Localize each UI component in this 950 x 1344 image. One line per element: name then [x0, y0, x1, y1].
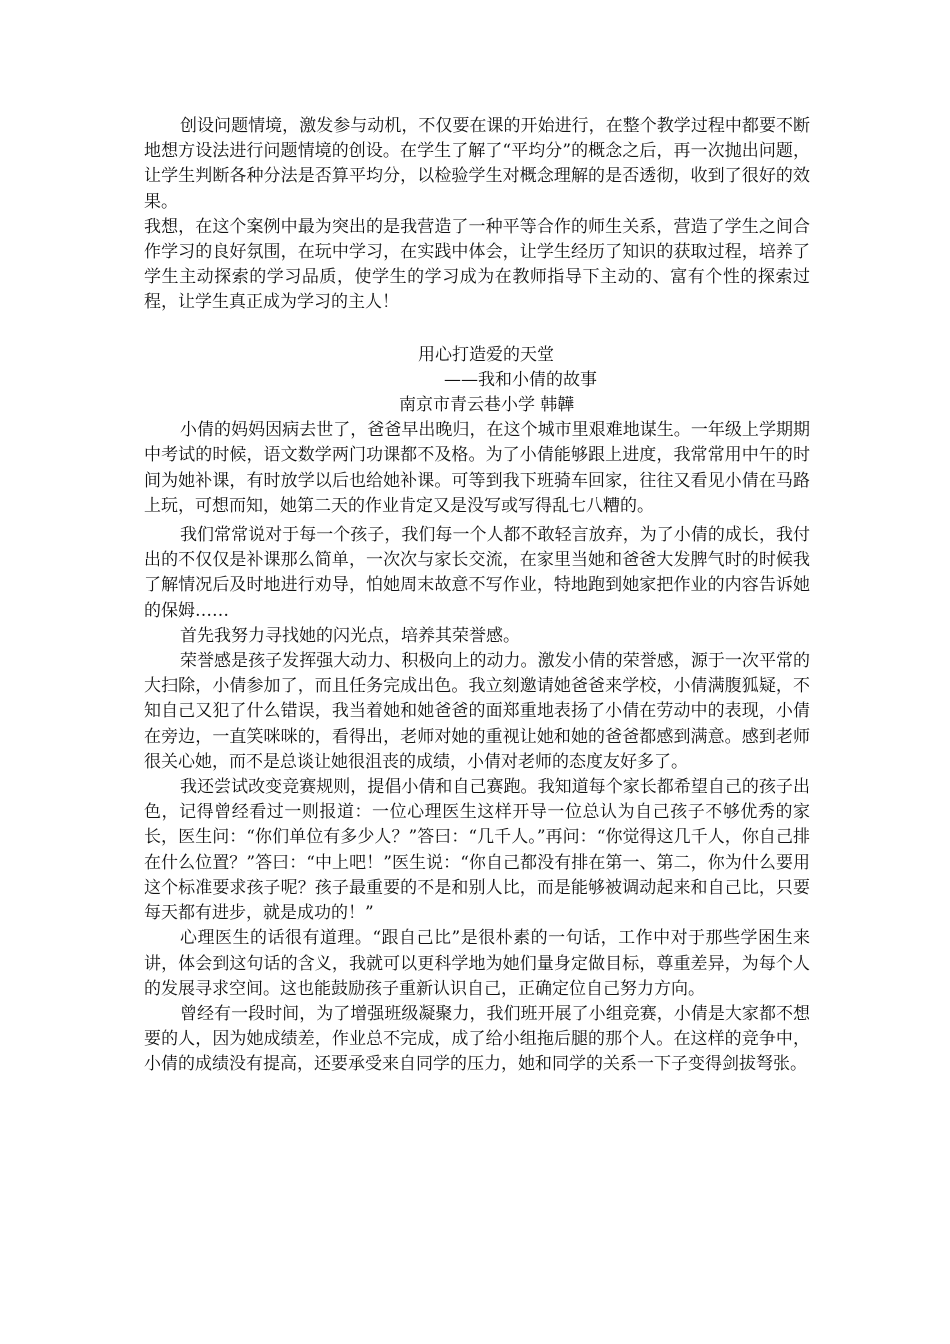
article-paragraph: 首先我努力寻找她的闪光点，培养其荣誉感。 [180, 625, 520, 646]
article-author: 南京市青云巷小学 韩韡 [399, 395, 575, 416]
article-paragraph: 心理医生的话很有道理。“跟自己比”是很朴素的一句话，工作中对于那些学困生来讲，体会到这句话的含义，我就可以更科学地为她们量身定做目标，尊重差异，为每个人的发展寻求空间。这也能鼓励孩子重新认识自己，正确定位自己努力方向。 [144, 928, 810, 999]
document-page [144, 114, 810, 1078]
article-title: 用心打造爱的天堂 [418, 344, 554, 365]
article-paragraph: 我还尝试改变竞赛规则，提倡小倩和自己赛跑。我知道每个家长都希望自己的孩子出色，记得曾经看过一则报道：一位心理医生这样开导一位总认为自己孩子不够优秀的家长，医生问：“你们单位有多少人？”答曰：“几千人。”再问：“你觉得这几千人，你自己排在什么位置？”答曰：“中上吧！”医生说：“你自己都没有排在第一、第二，你为什么要用这个标准要求孩子呢？孩子最重要的不是和别人比，而是能够被调动起来和自己比，只要每天都有进步，就是成功的！” [144, 777, 810, 924]
article-subtitle: ——我和小倩的故事 [444, 369, 597, 390]
article-heading [144, 343, 810, 419]
intro-paragraph-2: 我想，在这个案例中最为突出的是我营造了一种平等合作的师生关系，营造了学生之间合作学习的良好氛围，在玩中学习，在实践中体会，让学生经历了知识的获取过程，培养了学生主动探索的学习品质，使学生的学习成为在教师指导下主动的、富有个性的探索过程，让学生真正成为学习的主人！ [144, 216, 810, 313]
article-paragraph: 曾经有一段时间，为了增强班级凝聚力，我们班开展了小组竞赛，小倩是大家都不想要的人，因为她成绩差，作业总不完成，成了给小组拖后腿的那个人。在这样的竞争中，小倩的成绩没有提高，还要承受来自同学的压力，她和同学的关系一下子变得剑拔弩张。 [144, 1003, 810, 1075]
intro-paragraph-1: 创设问题情境，激发参与动机，不仅要在课的开始进行，在整个教学过程中都要不断地想方设法进行问题情境的创设。在学生了解了“平均分”的概念之后，再一次抛出问题，让学生判断各种分法是否算平均分，以检验学生对概念理解的是否透彻，收到了很好的效果。 [144, 116, 810, 212]
article-paragraph: 我们常常说对于每一个孩子，我们每一个人都不敢轻言放弃，为了小倩的成长，我付出的不仅仅是补课那么简单，一次次与家长交流，在家里当她和爸爸大发脾气时的时候我了解情况后及时地进行劝导，怕她周末故意不写作业，特地跑到她家把作业的内容告诉她的保姆…… [144, 525, 810, 621]
article-paragraph: 荣誉感是孩子发挥强大动力、积极向上的动力。激发小倩的荣誉感，源于一次平常的大扫除，小倩参加了，而且任务完成出色。我立刻邀请她爸爸来学校，小倩满腹狐疑，不知自己又犯了什么错误，我当着她和她爸爸的面郑重地表扬了小倩在劳动中的表现，小倩在旁边，一直笑咪咪的，看得出，老师对她的重视让她和她的爸爸都感到满意。感到老师很关心她，而不是总谈让她很沮丧的成绩，小倩对老师的态度友好多了。 [144, 651, 810, 772]
section-spacer [144, 316, 810, 343]
article-paragraph: 小倩的妈妈因病去世了，爸爸早出晚归，在这个城市里艰难地谋生。一年级上学期期中考试的时候，语文数学两门功课都不及格。为了小倩能够跟上进度，我常常用中午的时间为她补课，有时放学以后也给她补课。可等到我下班骑车回家，往往又看见小倩在马路上玩，可想而知，她第二天的作业肯定又是没写或写得乱七八糟的。 [144, 420, 810, 516]
